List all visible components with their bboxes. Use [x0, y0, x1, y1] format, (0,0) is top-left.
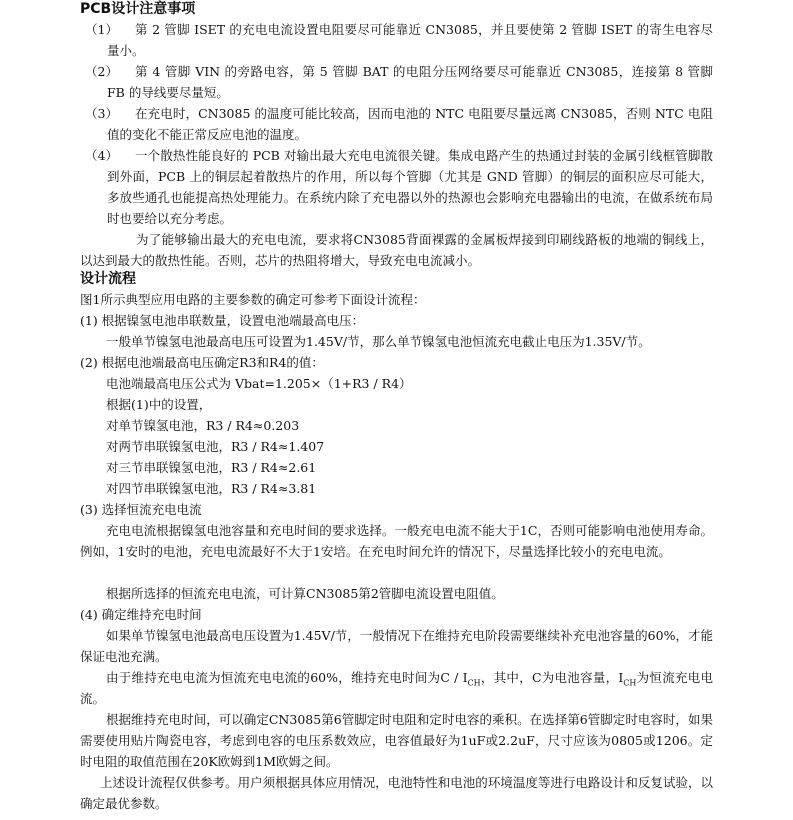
step-3-title: (3) 选择恒流充电电流	[80, 502, 202, 517]
ratio-row-3: 对三节串联镍氢电池，R3 / R4≈2.61	[106, 460, 317, 475]
pcb-section-title: PCB设计注意事项	[80, 1, 196, 17]
pcb-heat-note: 为了能够输出最大的充电电流，要求将CN3085背面裸露的金属板焊接到印刷线路板的地端的铜线上，以达到最大的散热性能。否则，芯片的热阻将增大，导致充电电流减小。	[80, 232, 713, 268]
step-1-body: 一般单节镍氢电池最高电压可设置为1.45V/节，那么单节镍氢电池恒流充电截止电压为1.35V/节。	[106, 334, 651, 349]
step-3-body-2: 根据所选择的恒流充电电流，可计算CN3085第2管脚电流设置电阻值。	[106, 586, 504, 601]
pcb-item-4-number: （4）	[85, 148, 118, 163]
closing-note: 上述设计流程仅供参考。用户须根据具体应用情况，电池特性和电池的环境温度等进行电路设计和反复试验，以确定最优参数。	[80, 775, 713, 811]
step-4-body-3: 根据维持充电时间，可以确定CN3085第6管脚定时电阻和定时电容的乘积。在选择第6管脚定时电容时，如果需要使用贴片陶瓷电容，考虑到电容的电压系数效应，电容值最好为1uF或2.2uF，尺寸应该为0805或1206。定时电阻的取值范围在20K欧姆到1M欧姆之间。	[80, 712, 713, 769]
pcb-item-1-text: 第 2 管脚 ISET 的充电电流设置电阻要尽可能靠近 CN3085，并且要使第 2 管脚 ISET 的寄生电容尽量小。	[107, 22, 713, 58]
step-4-body: 如果单节镍氢电池最高电压设置为1.45V/节，一般情况下在维持充电阶段需要继续补充电池容量的60%，才能保证电池充满。	[80, 628, 713, 664]
flow-intro: 图1所示典型应用电路的主要参数的确定可参考下面设计流程：	[80, 292, 426, 307]
ratio-row-2: 对两节串联镍氢电池，R3 / R4≈1.407	[106, 439, 325, 454]
subscript-ch-2: CH	[623, 678, 637, 688]
pcb-item-2-text: 第 4 管脚 VIN 的旁路电容，第 5 管脚 BAT 的电阻分压网络要尽可能靠近 CN3085，连接第 8 管脚 FB 的导线要尽量短。	[107, 64, 713, 100]
ratio-row-4: 对四节串联镍氢电池，R3 / R4≈3.81	[106, 481, 317, 496]
step-2-title: (2) 根据电池端最高电压确定R3和R4的值：	[80, 355, 324, 370]
step-2-formula: 电池端最高电压公式为 Vbat=1.205×（1+R3 / R4）	[106, 376, 412, 391]
pcb-item-1-number: （1）	[85, 22, 118, 37]
step-3-body: 充电电流根据镍氢电池容量和充电时间的要求选择。一般充电电流不能大于1C，否则可能影响电池使用寿命。例如，1安时的电池，充电电流最好不大于1安培。在充电时间允许的情况下，尽量选择比较小的充电电流。	[80, 523, 713, 559]
pcb-item-3-number: （3）	[85, 106, 118, 121]
pcb-item-2-number: （2）	[85, 64, 118, 79]
subscript-ch-1: CH	[467, 678, 481, 688]
ratio-row-1: 对单节镍氢电池，R3 / R4≈0.203	[106, 418, 300, 433]
pcb-item-3-text: 在充电时，CN3085 的温度可能比较高，因而电池的 NTC 电阻要尽量远离 CN3085，否则 NTC 电阻值的变化不能正常反应电池的温度。	[107, 106, 713, 142]
step-1-title: (1) 根据镍氢电池串联数量，设置电池端最高电压：	[80, 313, 365, 328]
flow-section-title: 设计流程	[80, 271, 136, 287]
step-4-title: (4) 确定维持充电时间	[80, 607, 202, 622]
step-4-body-2: 由于维持充电电流为恒流充电电流的60%，维持充电时间为C / $I_{CH}$，其中，C为电池容量，$I_{CH}$为恒流充电电流。	[80, 670, 713, 706]
step-2-basis: 根据(1)中的设置，	[106, 397, 212, 412]
pcb-item-4-text: 一个散热性能良好的 PCB 对输出最大充电电流很关键。集成电路产生的热通过封装的金属引线框管脚散到外面，PCB 上的铜层起着散热片的作用，所以每个管脚（尤其是 GND 管脚）的铜层的面积应尽可能大，多放些通孔也能提高热处理能力。在系统内除了充电器以外的热源也会影响充电器输出的电流，在做系统布局时也要给以充分考虑。	[107, 148, 713, 226]
